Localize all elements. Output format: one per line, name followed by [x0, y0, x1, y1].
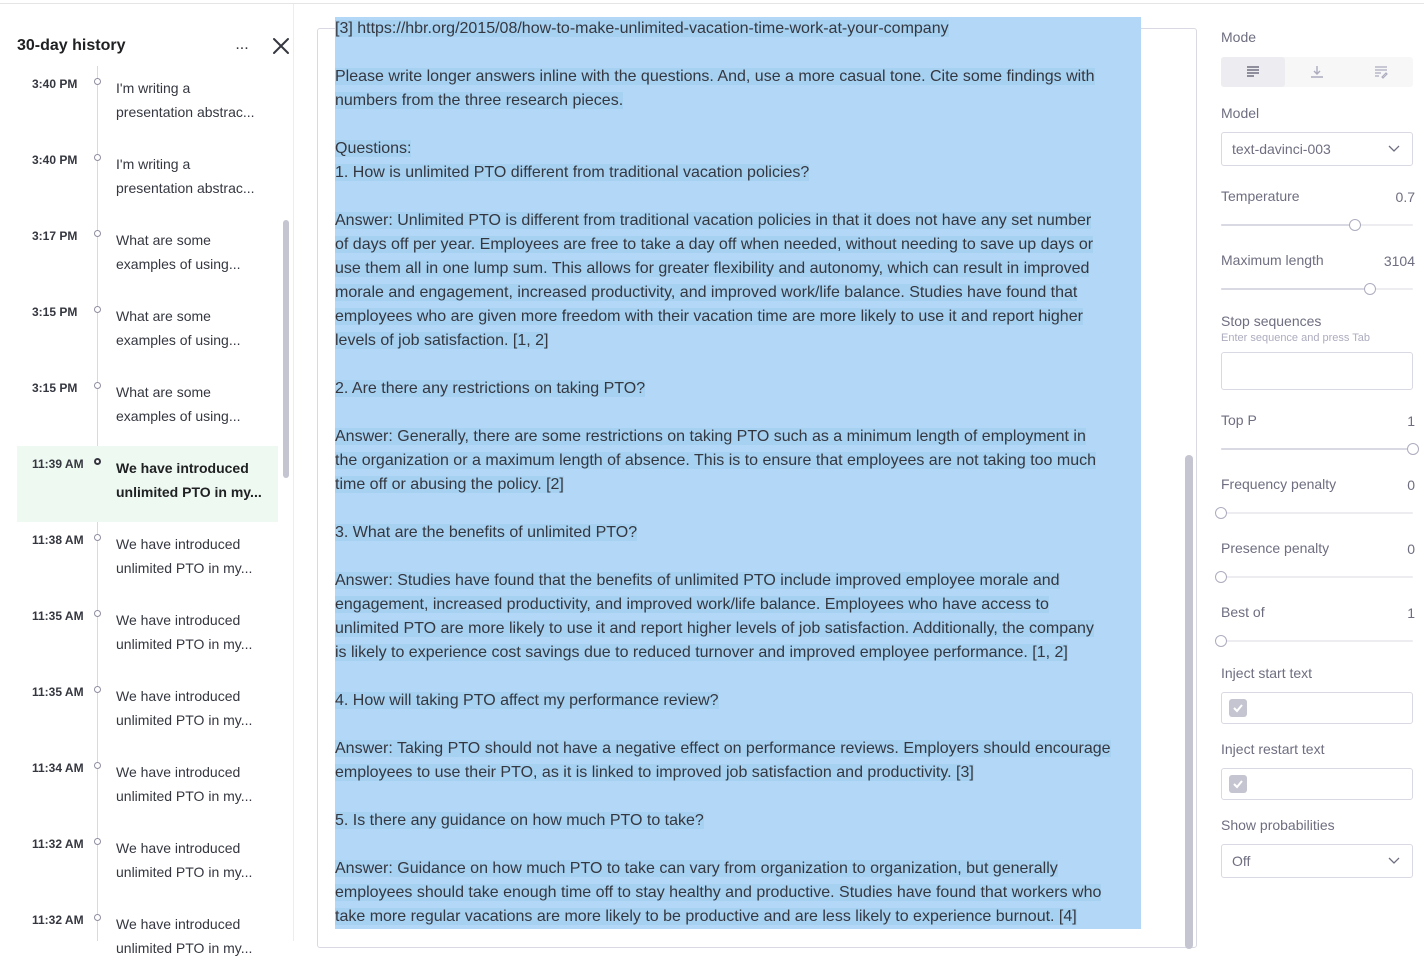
slider-knob[interactable]: [1215, 571, 1227, 583]
editor-line-text: employees to use their PTO, as it is linked to improved job satisfaction and productivity. [3]: [335, 764, 974, 781]
editor-line: [335, 113, 1141, 137]
best-of-label: Best of: [1221, 604, 1265, 620]
more-options-button[interactable]: ...: [235, 36, 249, 53]
history-item-line: I'm writing a: [116, 80, 191, 96]
history-item-time: 11:35 AM: [32, 609, 84, 623]
timeline-dot: [94, 914, 101, 921]
history-item-time: 11:34 AM: [32, 761, 84, 775]
history-item-line: What are some: [116, 308, 211, 324]
history-item-time: 3:15 PM: [32, 381, 78, 395]
history-item-preview: [116, 608, 266, 656]
editor-line-text: employees who are given more freedom with their vacation time are more likely to use it and report higher: [335, 308, 1083, 325]
max-length-label: Maximum length: [1221, 252, 1324, 268]
editor-line: [335, 305, 1141, 329]
temperature-slider[interactable]: [1221, 219, 1413, 231]
history-item-preview: [116, 760, 266, 808]
editor-line-text: Answer: Studies have found that the benefits of unlimited PTO include improved employee morale and: [335, 572, 1060, 589]
editor-line: [335, 473, 1141, 497]
editor-line: [335, 857, 1141, 881]
stop-sequences-input[interactable]: [1221, 352, 1413, 390]
frequency-penalty-slider[interactable]: [1221, 507, 1413, 519]
slider-knob[interactable]: [1407, 443, 1419, 455]
editor-line: [335, 89, 1141, 113]
slider-track: [1221, 512, 1413, 514]
model-value: text-davinci-003: [1232, 141, 1331, 157]
editor-line-text: [3] https://hbr.org/2015/08/how-to-make-unlimited-vacation-time-work-at-your-company: [335, 20, 949, 37]
close-history-button[interactable]: [271, 36, 291, 56]
slider-fill: [1221, 224, 1355, 226]
editor-line-text: 1. How is unlimited PTO different from traditional vacation policies?: [335, 164, 810, 181]
frequency-penalty-label: Frequency penalty: [1221, 476, 1337, 492]
mode-label: Mode: [1221, 29, 1257, 45]
stop-sequences-hint: Enter sequence and press Tab: [1221, 332, 1371, 344]
history-item-line: unlimited PTO in my...: [116, 712, 253, 728]
slider-fill: [1221, 448, 1413, 450]
editor-line: [335, 785, 1141, 809]
editor-line: [335, 665, 1141, 689]
presence-penalty-value[interactable]: 0: [1407, 541, 1415, 557]
editor-line: [335, 377, 1141, 401]
editor-line-text: 4. How will taking PTO affect my performance review?: [335, 692, 719, 709]
history-item[interactable]: [17, 142, 278, 218]
history-item[interactable]: [17, 598, 278, 674]
close-icon: [271, 36, 291, 56]
inject-restart-field[interactable]: [1221, 768, 1413, 800]
history-item-line: What are some: [116, 384, 211, 400]
checkmark-icon: [1232, 702, 1244, 714]
history-item-time: 11:32 AM: [32, 913, 84, 927]
history-item-line: presentation abstrac...: [116, 104, 255, 120]
editor-line-text: Answer: Unlimited PTO is different from traditional vacation policies in that it does not have any set number: [335, 212, 1092, 229]
stop-sequences-label: Stop sequences: [1221, 313, 1322, 329]
history-item-preview: [116, 380, 266, 428]
editor-line-text: Questions:: [335, 140, 412, 157]
history-panel: [0, 4, 294, 956]
history-item-line: unlimited PTO in my...: [116, 940, 253, 956]
mode-edit-button[interactable]: [1349, 57, 1413, 87]
editor-line: [335, 521, 1141, 545]
editor-line-text: time off or abusing the policy. [2]: [335, 476, 564, 493]
editor-line: [335, 17, 1141, 41]
temperature-value[interactable]: 0.7: [1395, 189, 1415, 205]
top-p-label: Top P: [1221, 412, 1257, 428]
best-of-value[interactable]: 1: [1407, 605, 1415, 621]
editor-line: [335, 809, 1141, 833]
history-list: [17, 66, 278, 956]
timeline-dot: [94, 610, 101, 617]
editor-line-text: the organization or a maximum length of absence. This is to ensure that employees are not taking too much: [335, 452, 1097, 469]
history-item-line: We have introduced: [116, 840, 241, 856]
editor-line: [335, 161, 1141, 185]
presence-penalty-slider[interactable]: [1221, 571, 1413, 583]
editor-line: [335, 257, 1141, 281]
editor-line-text: employees should take enough time off to stay healthy and productive. Studies have found that workers who: [335, 884, 1102, 901]
editor-line: [335, 401, 1141, 425]
mode-selector: [1221, 57, 1413, 87]
history-item-time: 3:40 PM: [32, 77, 78, 91]
editor-text[interactable]: [335, 17, 1141, 929]
editor-line-text: 5. Is there any guidance on how much PTO to take?: [335, 812, 704, 829]
editor-line-text: Answer: Generally, there are some restrictions on taking PTO such as a minimum length of employment in: [335, 428, 1086, 445]
history-item-preview: [116, 76, 266, 124]
history-item[interactable]: [17, 674, 278, 750]
editor-line-text: use them all in one lump sum. This allows for greater flexibility and autonomy, which can result in improved: [335, 260, 1090, 277]
history-item-line: unlimited PTO in my...: [116, 560, 253, 576]
history-item-preview: [116, 456, 266, 504]
history-item-line: We have introduced: [116, 460, 249, 476]
editor-line: [335, 137, 1141, 161]
model-select[interactable]: [1221, 132, 1413, 166]
editor-line: [335, 209, 1141, 233]
history-item-time: 3:40 PM: [32, 153, 78, 167]
edit-icon: [1374, 65, 1388, 79]
prompt-editor[interactable]: [317, 20, 1197, 948]
history-item-preview: [116, 152, 266, 200]
editor-line: [335, 569, 1141, 593]
editor-line: [335, 641, 1141, 665]
history-item-line: I'm writing a: [116, 156, 191, 172]
history-item-line: examples of using...: [116, 256, 241, 272]
inject-start-checkbox[interactable]: [1229, 699, 1247, 717]
checkmark-icon: [1232, 778, 1244, 790]
history-item-line: We have introduced: [116, 764, 241, 780]
temperature-label: Temperature: [1221, 188, 1300, 204]
editor-line-text: morale and engagement, increased productivity, and improved work/life balance. Studies have found that: [335, 284, 1078, 301]
editor-line-text: Please write longer answers inline with the questions. And, use a more casual tone. Cite some findings with: [335, 68, 1095, 85]
editor-line-text: unlimited PTO are more likely to use it and report higher levels of job satisfaction. Additionally, the company: [335, 620, 1094, 637]
history-item-preview: [116, 836, 266, 884]
history-item-time: 11:39 AM: [32, 457, 84, 471]
history-item-preview: [116, 304, 266, 352]
inject-restart-label: Inject restart text: [1221, 741, 1325, 757]
history-header: [17, 34, 293, 62]
timeline-dot: [94, 534, 101, 541]
editor-line: [335, 425, 1141, 449]
history-item-line: We have introduced: [116, 612, 241, 628]
slider-track: [1221, 640, 1413, 642]
timeline-dot: [94, 230, 101, 237]
history-item-time: 11:38 AM: [32, 533, 84, 547]
editor-line: [335, 833, 1141, 857]
slider-knob[interactable]: [1215, 635, 1227, 647]
best-of-slider[interactable]: [1221, 635, 1413, 647]
editor-line-text: levels of job satisfaction. [1, 2]: [335, 332, 549, 349]
history-item-preview: [116, 684, 266, 732]
history-item-preview: [116, 912, 266, 960]
complete-icon: [1246, 65, 1260, 79]
editor-line: [335, 41, 1141, 65]
history-item-time: 3:15 PM: [32, 305, 78, 319]
timeline-dot: [94, 154, 101, 161]
inject-start-field[interactable]: [1221, 692, 1413, 724]
editor-line: [335, 281, 1141, 305]
history-item-line: unlimited PTO in my...: [116, 864, 253, 880]
chevron-down-icon: [1388, 145, 1400, 153]
editor-line: [335, 185, 1141, 209]
history-item-line: We have introduced: [116, 688, 241, 704]
history-item-time: 3:17 PM: [32, 229, 78, 243]
timeline-dot: [94, 762, 101, 769]
editor-line: [335, 905, 1141, 929]
timeline-dot: [94, 382, 101, 389]
editor-line: [335, 329, 1141, 353]
timeline-dot: [94, 686, 101, 693]
history-item-line: We have introduced: [116, 916, 241, 932]
editor-line-text: is likely to experience cost savings due to reduced turnover and improved employee performance. [1, 2]: [335, 644, 1068, 661]
history-item-time: 11:35 AM: [32, 685, 84, 699]
history-item-line: What are some: [116, 232, 211, 248]
show-probabilities-label: Show probabilities: [1221, 817, 1335, 833]
history-item[interactable]: [17, 750, 278, 826]
editor-line-text: 2. Are there any restrictions on taking PTO?: [335, 380, 646, 397]
show-probabilities-select[interactable]: [1221, 844, 1413, 878]
timeline-dot: [94, 306, 101, 313]
editor-line: [335, 881, 1141, 905]
history-item-preview: [116, 532, 266, 580]
editor-line: [335, 545, 1141, 569]
slider-fill: [1221, 288, 1370, 290]
editor-line: [335, 617, 1141, 641]
history-item-preview: [116, 228, 266, 276]
editor-line: [335, 497, 1141, 521]
chevron-down-icon: [1388, 857, 1400, 865]
presence-penalty-label: Presence penalty: [1221, 540, 1330, 556]
inject-restart-checkbox[interactable]: [1229, 775, 1247, 793]
timeline-dot: [94, 838, 101, 845]
slider-track: [1221, 576, 1413, 578]
history-item[interactable]: [17, 66, 278, 142]
history-item[interactable]: [17, 446, 278, 522]
history-item-line: unlimited PTO in my...: [116, 484, 262, 500]
history-item[interactable]: [17, 826, 278, 902]
history-item[interactable]: [17, 902, 278, 978]
editor-line: [335, 689, 1141, 713]
top-p-slider[interactable]: [1221, 443, 1413, 455]
editor-line: [335, 65, 1141, 89]
editor-line: [335, 593, 1141, 617]
editor-line: [335, 761, 1141, 785]
timeline-dot: [94, 458, 101, 465]
inject-start-label: Inject start text: [1221, 665, 1313, 681]
mode-complete-button[interactable]: [1221, 57, 1285, 87]
max-length-value[interactable]: 3104: [1383, 253, 1415, 269]
history-title: 30-day history: [17, 37, 126, 54]
editor-line-text: numbers from the three research pieces.: [335, 92, 624, 109]
settings-panel: [1221, 0, 1421, 941]
editor-line-text: take more regular vacations are more likely to be productive and are less likely to experience burnout. [4]: [335, 908, 1077, 925]
show-probabilities-value: Off: [1232, 853, 1251, 869]
timeline-dot: [94, 78, 101, 85]
history-item[interactable]: [17, 218, 278, 294]
editor-line: [335, 449, 1141, 473]
editor-line-text: Answer: Taking PTO should not have a negative effect on performance reviews. Employers should encourage: [335, 740, 1111, 757]
editor-line-text: engagement, increased productivity, and improved work/life balance. Employees who have access to: [335, 596, 1049, 613]
history-item-line: unlimited PTO in my...: [116, 636, 253, 652]
editor-line: [335, 713, 1141, 737]
editor-line-text: Answer: Guidance on how much PTO to take can vary from organization to organization, but generally: [335, 860, 1058, 877]
history-item-line: presentation abstrac...: [116, 180, 255, 196]
frequency-penalty-value[interactable]: 0: [1407, 477, 1415, 493]
history-item-line: We have introduced: [116, 536, 241, 552]
slider-knob[interactable]: [1364, 283, 1376, 295]
slider-knob[interactable]: [1349, 219, 1361, 231]
history-item[interactable]: [17, 370, 278, 446]
max-length-slider[interactable]: [1221, 283, 1413, 295]
history-item-line: examples of using...: [116, 332, 241, 348]
editor-line: [335, 353, 1141, 377]
insert-icon: [1310, 65, 1324, 79]
model-label: Model: [1221, 105, 1260, 121]
editor-line: [335, 233, 1141, 257]
slider-knob[interactable]: [1215, 507, 1227, 519]
editor-line-text: of days off per year. Employees are free to take a day off when needed, without needing to save up days or: [335, 236, 1094, 253]
history-item[interactable]: [17, 522, 278, 598]
top-p-value[interactable]: 1: [1407, 413, 1415, 429]
mode-insert-button[interactable]: [1285, 57, 1349, 87]
editor-line: [335, 737, 1141, 761]
history-item-time: 11:32 AM: [32, 837, 84, 851]
history-scrollbar[interactable]: [283, 220, 289, 478]
history-item-line: examples of using...: [116, 408, 241, 424]
editor-line-text: 3. What are the benefits of unlimited PTO?: [335, 524, 638, 541]
history-item-line: unlimited PTO in my...: [116, 788, 253, 804]
editor-scrollbar[interactable]: [1185, 455, 1193, 949]
history-item[interactable]: [17, 294, 278, 370]
